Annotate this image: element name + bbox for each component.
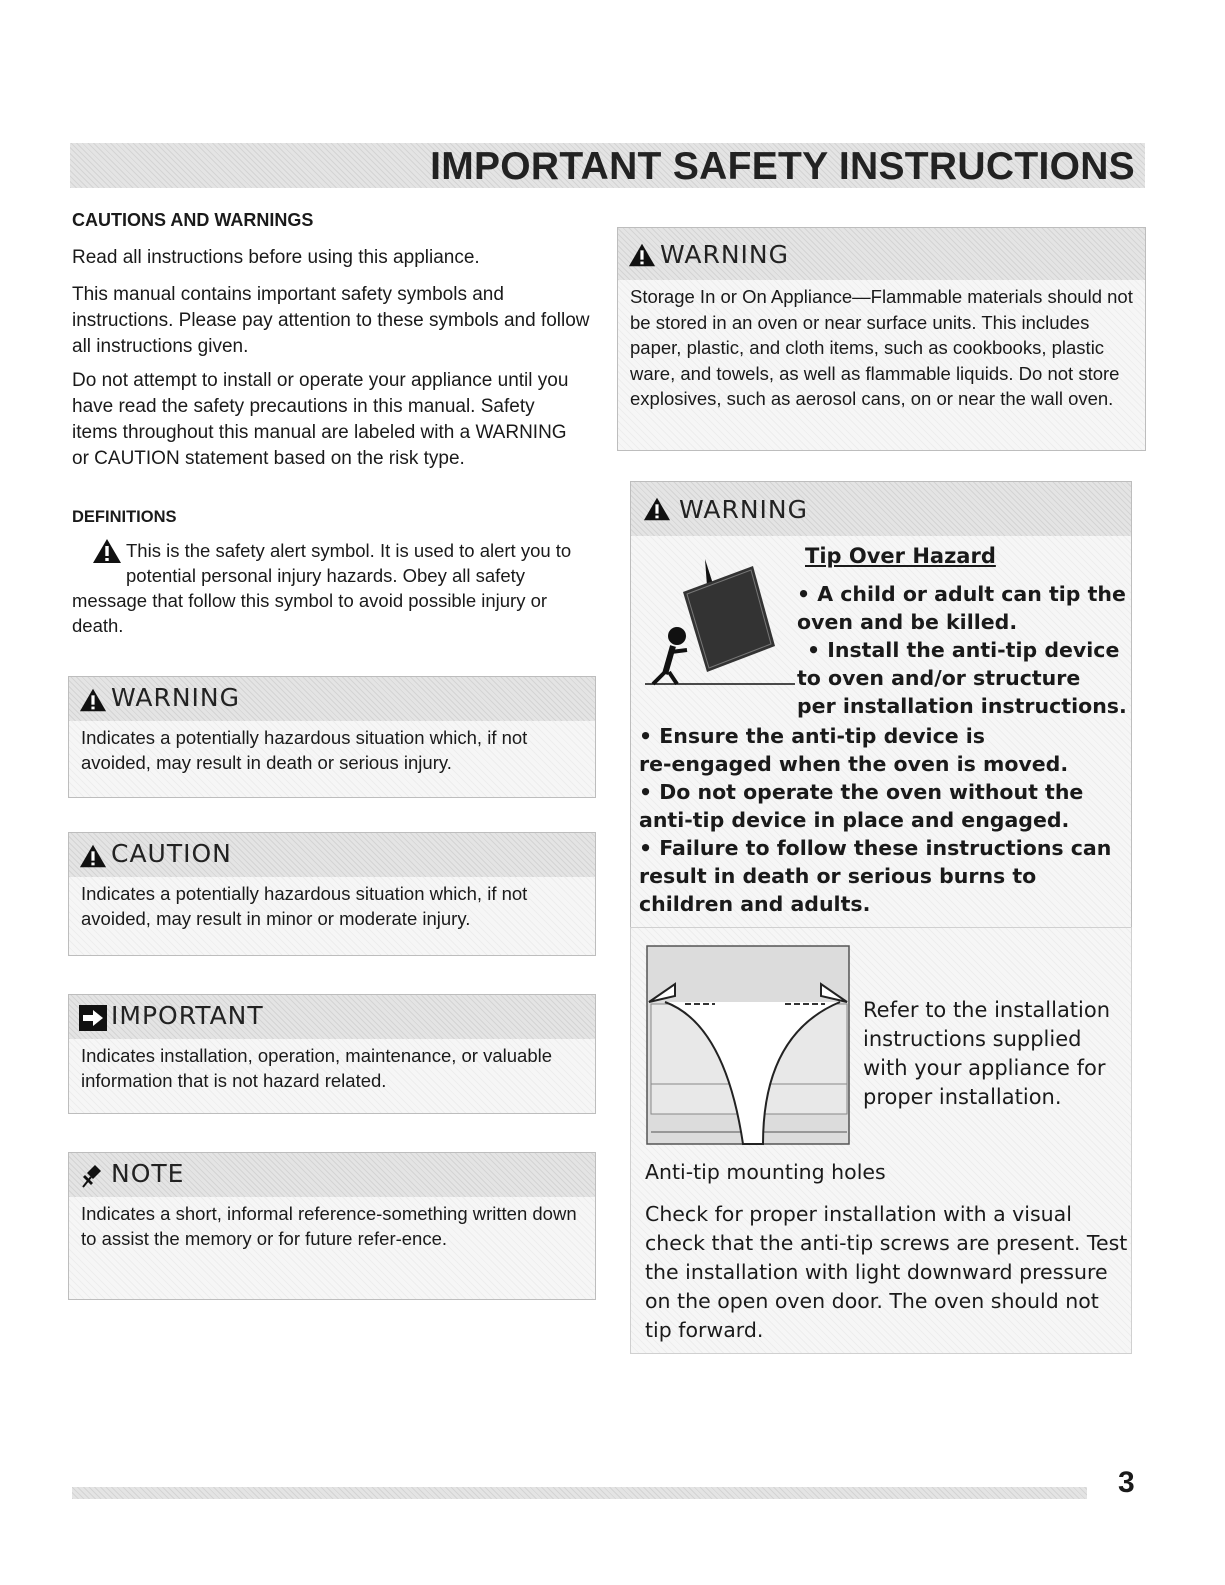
bullet-line: oven and be killed. — [797, 610, 1018, 634]
warning-triangle-icon — [79, 687, 107, 713]
pushpin-icon — [79, 1163, 103, 1189]
anti-tip-bracket-illustration — [645, 944, 851, 1148]
tip-warning-bullets-top — [797, 580, 1137, 720]
important-text: Indicates installation, operation, maintenance, or valuable information that is not hazard related. — [81, 1045, 553, 1091]
warning-text: Indicates a potentially hazardous situation which, if not avoided, may result in death or serious injury. — [81, 727, 528, 773]
bullet-line: • A child or adult can tip the — [797, 582, 1126, 606]
bullet-line: • Failure to follow these instructions can — [639, 836, 1112, 860]
bullet-line: re-engaged when the oven is moved. — [639, 752, 1069, 776]
definitions-text: This is the safety alert symbol. It is used to alert you to potential personal injury hazards. Obey all safety message that follow this symbol to avoid possible injury or death. — [72, 540, 572, 636]
page-number: 3 — [1118, 1466, 1135, 1499]
storage-warning-header — [618, 228, 1145, 280]
page-title: IMPORTANT SAFETY INSTRUCTIONS — [430, 145, 1135, 188]
bullet-line: children and adults. — [639, 892, 871, 916]
install-note: Refer to the installation instructions supplied with your appliance for proper installation. — [863, 998, 1111, 1109]
intro-paragraph-1: Read all instructions before using this appliance. — [72, 247, 480, 268]
warning-label: WARNING — [111, 683, 240, 712]
tip-warning-bullets-bottom — [639, 722, 1129, 918]
bullet-line: anti-tip device in place and engaged. — [639, 808, 1070, 832]
section-heading: CAUTIONS AND WARNINGS — [72, 210, 314, 230]
important-header — [69, 995, 595, 1039]
bullet-line: result in death or serious burns to — [639, 864, 1037, 888]
caution-definition-box — [68, 832, 596, 956]
caution-header — [69, 833, 595, 877]
bullet-line: • Do not operate the oven without the — [639, 780, 1084, 804]
tip-over-illustration — [635, 554, 795, 689]
footer-bar — [72, 1487, 1087, 1499]
note-definition-box — [68, 1152, 596, 1300]
caution-text: Indicates a potentially hazardous situation which, if not avoided, may result in minor or moderate injury. — [81, 883, 528, 929]
warning-definition-box — [68, 676, 596, 798]
note-label: NOTE — [111, 1159, 185, 1188]
definitions-heading: DEFINITIONS — [72, 508, 177, 526]
bullet-line: to oven and/or structure — [797, 666, 1081, 690]
storage-warning-label: WARNING — [660, 240, 789, 269]
installation-panel — [630, 927, 1132, 1354]
note-header — [69, 1153, 595, 1197]
intro-paragraph-2: This manual contains important safety symbols and instructions. Please pay attention to these symbols and follow all instructions given. — [72, 284, 590, 357]
bullet-line: • Install the anti-tip device — [807, 638, 1120, 662]
figure-caption: Anti-tip mounting holes — [645, 1160, 886, 1184]
warning-triangle-icon — [628, 242, 656, 268]
tip-warning-label: WARNING — [679, 495, 808, 524]
title-bar — [70, 143, 1145, 188]
safety-alert-icon — [92, 538, 122, 564]
warning-triangle-icon — [79, 843, 107, 869]
arrow-right-icon — [79, 1005, 107, 1031]
tip-warning-header — [631, 482, 1131, 536]
note-text: Indicates a short, informal reference-something written down to assist the memory or for future refer-ence. — [81, 1203, 577, 1249]
important-label: IMPORTANT — [111, 1001, 264, 1030]
storage-warning-text: Storage In or On Appliance—Flammable materials should not be stored in an oven or near surface units. This includes paper, plastic, and cloth items, such as cookbooks, plastic ware, and towels, as well as flammable liquids. Do not store explosives, such as aerosol cans, on or near the wall oven. — [630, 286, 1133, 409]
bullet-line: per installation instructions. — [797, 694, 1127, 718]
definitions-text-block — [72, 538, 592, 638]
intro-paragraph-3: Do not attempt to install or operate your appliance until you have read the safety precautions in this manual. Safety items throughout this manual are labeled with a WARNING or CAUTION statement based on the risk type. — [72, 370, 569, 469]
important-definition-box — [68, 994, 596, 1114]
caution-label: CAUTION — [111, 839, 232, 868]
check-instructions: Check for proper installation with a visual check that the anti-tip screws are present. Test the installation with light downward pressure on the open oven door. The oven should not tip forward. — [645, 1202, 1128, 1342]
bullet-line: • Ensure the anti-tip device is — [639, 724, 986, 748]
warning-triangle-icon — [643, 496, 671, 522]
tip-over-warning-box — [630, 481, 1132, 929]
warning-header — [69, 677, 595, 721]
tip-hazard-title: Tip Over Hazard — [805, 544, 996, 568]
storage-warning-box — [617, 227, 1146, 451]
